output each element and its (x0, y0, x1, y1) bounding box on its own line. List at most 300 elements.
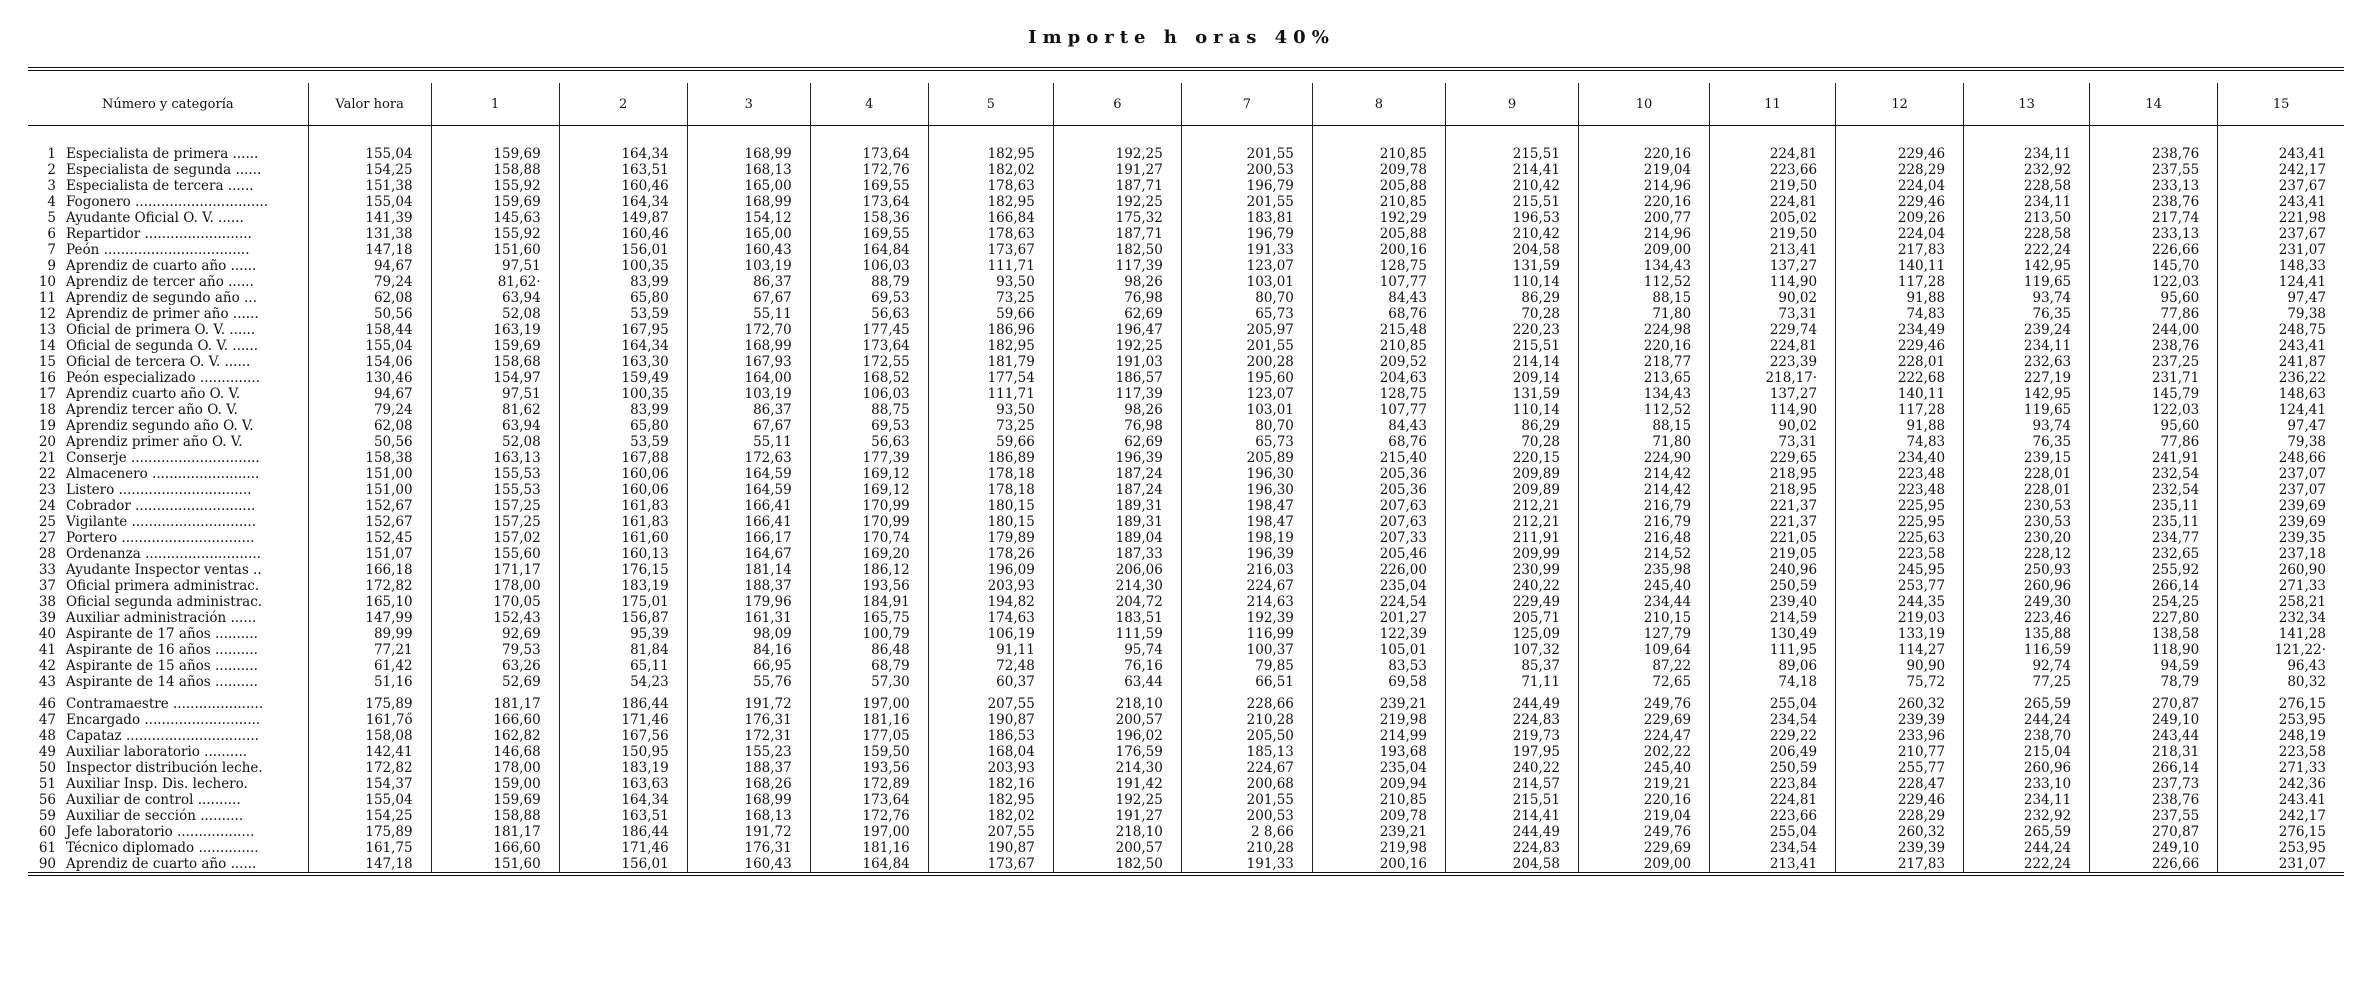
value-cell: 192,25 (1053, 146, 1181, 162)
value-cell: 226,00 (1312, 562, 1445, 578)
value-cell: 207,55 (928, 824, 1053, 840)
category-cell (28, 386, 308, 402)
value-cell: 222,68 (1836, 370, 1964, 386)
category-name: Especialista de primera ...... (66, 146, 259, 162)
value-cell: 98,09 (687, 626, 810, 642)
category-name: Conserje .............................. (66, 450, 260, 466)
value-cell: 249,10 (2090, 712, 2218, 728)
value-cell: 178,18 (928, 466, 1053, 482)
value-cell: 122,39 (1312, 626, 1445, 642)
row-number: 25 (38, 514, 56, 530)
value-cell: 225,95 (1836, 498, 1964, 514)
value-cell: 188,37 (687, 760, 810, 776)
column-header-6: 6 (1053, 83, 1181, 126)
value-cell: 90,02 (1710, 290, 1836, 306)
value-cell: 191,33 (1181, 856, 1312, 874)
row-number: 23 (38, 482, 56, 498)
value-cell: 164,59 (687, 466, 810, 482)
category-name: Portero ............................... (66, 530, 255, 546)
value-cell: 122,03 (2090, 274, 2218, 290)
value-cell: 219,50 (1710, 178, 1836, 194)
value-cell: 85,37 (1445, 658, 1578, 674)
value-cell: 215,51 (1445, 146, 1578, 162)
value-cell: 223,46 (1964, 610, 2090, 626)
value-cell: 173,67 (928, 242, 1053, 258)
value-cell: 181,14 (687, 562, 810, 578)
value-cell: 110,14 (1445, 402, 1578, 418)
value-cell: 253,95 (2218, 840, 2344, 856)
category-cell (28, 210, 308, 226)
value-cell: 248,75 (2218, 322, 2344, 338)
value-cell: 63,44 (1053, 674, 1181, 690)
value-cell: 207,63 (1312, 498, 1445, 514)
value-cell: 232,92 (1964, 808, 2090, 824)
category-cell (28, 696, 308, 712)
value-cell: 209,78 (1312, 808, 1445, 824)
table-row (28, 162, 2344, 178)
row-number: 28 (38, 546, 56, 562)
value-cell: 65,80 (559, 290, 687, 306)
value-cell: 52,69 (431, 674, 559, 690)
value-cell: 168,99 (687, 146, 810, 162)
row-number: 22 (38, 466, 56, 482)
value-cell: 158,88 (431, 162, 559, 178)
value-cell: 243,41 (2218, 338, 2344, 354)
value-cell: 239,21 (1312, 824, 1445, 840)
value-cell: 221,05 (1710, 530, 1836, 546)
value-cell: 168,13 (687, 808, 810, 824)
value-cell: 260,96 (1964, 760, 2090, 776)
value-cell: 125,09 (1445, 626, 1578, 642)
value-cell: 165,00 (687, 226, 810, 242)
value-cell: 193,68 (1312, 744, 1445, 760)
value-cell: 159,49 (559, 370, 687, 386)
value-cell: 95,60 (2090, 418, 2218, 434)
table-row (28, 674, 2344, 690)
value-cell: 237,55 (2090, 808, 2218, 824)
row-number: 14 (38, 338, 56, 354)
value-cell: 224,81 (1710, 792, 1836, 808)
category-cell (28, 530, 308, 546)
value-cell: 73,25 (928, 418, 1053, 434)
value-cell: 71,80 (1579, 306, 1710, 322)
value-cell: 205,36 (1312, 466, 1445, 482)
column-header-10: 10 (1579, 83, 1710, 126)
category-name: Especialista de segunda ...... (66, 162, 262, 178)
row-number: 18 (38, 402, 56, 418)
value-cell: 232,65 (2090, 546, 2218, 562)
value-cell: 209,94 (1312, 776, 1445, 792)
value-cell: 232,92 (1964, 162, 2090, 178)
value-cell: 215,04 (1964, 744, 2090, 760)
value-cell: 69,53 (810, 418, 928, 434)
value-cell: 210,85 (1312, 338, 1445, 354)
value-cell: 249,10 (2090, 840, 2218, 856)
value-cell: 192,25 (1053, 792, 1181, 808)
row-number: 20 (38, 434, 56, 450)
value-cell: 229,46 (1836, 338, 1964, 354)
category-name: Auxiliar de control .......... (66, 792, 241, 808)
spacer-row (28, 126, 2344, 147)
value-cell: 70,28 (1445, 306, 1578, 322)
value-cell: 96,43 (2218, 658, 2344, 674)
value-cell: 165,00 (687, 178, 810, 194)
value-cell: 224,54 (1312, 594, 1445, 610)
value-cell: 84,43 (1312, 418, 1445, 434)
value-cell: 56,63 (810, 306, 928, 322)
category-name: Técnico diplomado .............. (66, 840, 259, 856)
column-header-3: 3 (687, 83, 810, 126)
category-name: Aspirante de 16 años .......... (66, 642, 258, 658)
value-cell: 249,76 (1579, 696, 1710, 712)
row-number: 6 (47, 226, 56, 242)
value-cell: 228,01 (1964, 482, 2090, 498)
value-cell: 83,99 (559, 402, 687, 418)
category-cell (28, 242, 308, 258)
value-cell: 271,33 (2218, 760, 2344, 776)
value-cell: 67,67 (687, 418, 810, 434)
valor-hora-cell: 152,45 (308, 530, 431, 546)
value-cell: 243,41 (2218, 194, 2344, 210)
category-cell (28, 642, 308, 658)
value-cell: 196,30 (1181, 466, 1312, 482)
value-cell: 194,82 (928, 594, 1053, 610)
value-cell: 182,95 (928, 792, 1053, 808)
valor-hora-cell: 141,39 (308, 210, 431, 226)
value-cell: 187,24 (1053, 466, 1181, 482)
value-cell: 172,55 (810, 354, 928, 370)
valor-hora-cell: 151,00 (308, 466, 431, 482)
value-cell: 117,39 (1053, 386, 1181, 402)
value-cell: 237,07 (2218, 482, 2344, 498)
row-number: 4 (47, 194, 56, 210)
value-cell: 123,07 (1181, 258, 1312, 274)
category-name: Aspirante de 15 años .......... (66, 658, 258, 674)
value-cell: 200,68 (1181, 776, 1312, 792)
value-cell: 244,35 (1836, 594, 1964, 610)
value-cell: 240,96 (1710, 562, 1836, 578)
value-cell: 231,07 (2218, 242, 2344, 258)
value-cell: 167,56 (559, 728, 687, 744)
value-cell: 205,50 (1181, 728, 1312, 744)
value-cell: 97,51 (431, 386, 559, 402)
value-cell: 145,70 (2090, 258, 2218, 274)
value-cell: 76,35 (1964, 434, 2090, 450)
value-cell: 193,56 (810, 578, 928, 594)
valor-hora-cell: 175,89 (308, 696, 431, 712)
valor-hora-cell: 50,56 (308, 306, 431, 322)
value-cell: 92,69 (431, 626, 559, 642)
category-name: Aprendiz de tercer año ...... (66, 274, 254, 290)
value-cell: 209,14 (1445, 370, 1578, 386)
value-cell: 221,37 (1710, 498, 1836, 514)
value-cell: 239,40 (1710, 594, 1836, 610)
value-cell: 63,94 (431, 290, 559, 306)
value-cell: 248,19 (2218, 728, 2344, 744)
value-cell: 214,99 (1312, 728, 1445, 744)
value-cell: 65,73 (1181, 434, 1312, 450)
value-cell: 237,67 (2218, 226, 2344, 242)
value-cell: 177,54 (928, 370, 1053, 386)
value-cell: 100,79 (810, 626, 928, 642)
value-cell: 235,04 (1312, 578, 1445, 594)
value-cell: 160,06 (559, 482, 687, 498)
category-cell (28, 226, 308, 242)
value-cell: 177,05 (810, 728, 928, 744)
value-cell: 160,06 (559, 466, 687, 482)
category-cell (28, 792, 308, 808)
category-name: Aprendiz de cuarto año ...... (66, 856, 257, 872)
value-cell: 230,99 (1445, 562, 1578, 578)
value-cell: 236,22 (2218, 370, 2344, 386)
value-cell: 159,50 (810, 744, 928, 760)
value-cell: 63,26 (431, 658, 559, 674)
value-cell: 98,26 (1053, 274, 1181, 290)
value-cell: 116,99 (1181, 626, 1312, 642)
value-cell: 155,53 (431, 466, 559, 482)
value-cell: 197,00 (810, 696, 928, 712)
value-cell: 182,95 (928, 146, 1053, 162)
value-cell: 201,55 (1181, 146, 1312, 162)
value-cell: 214,14 (1445, 354, 1578, 370)
value-cell: 80,70 (1181, 418, 1312, 434)
value-cell: 253,77 (1836, 578, 1964, 594)
value-cell: 229,46 (1836, 792, 1964, 808)
value-cell: 164,84 (810, 242, 928, 258)
value-cell: 234,77 (2090, 530, 2218, 546)
value-cell: 107,77 (1312, 274, 1445, 290)
value-cell: 74,83 (1836, 306, 1964, 322)
value-cell: 214,41 (1445, 162, 1578, 178)
value-cell: 182,16 (928, 776, 1053, 792)
value-cell: 200,53 (1181, 808, 1312, 824)
value-cell: 66,95 (687, 658, 810, 674)
value-cell: 230,53 (1964, 498, 2090, 514)
valor-hora-cell: 50,56 (308, 434, 431, 450)
valor-hora-cell: 142,41 (308, 744, 431, 760)
value-cell: 93,50 (928, 402, 1053, 418)
value-cell: 234,44 (1579, 594, 1710, 610)
value-cell: 186,57 (1053, 370, 1181, 386)
table-row (28, 712, 2344, 728)
value-cell: 183,19 (559, 578, 687, 594)
value-cell: 57,30 (810, 674, 928, 690)
row-number: 56 (38, 792, 56, 808)
value-cell: 222,24 (1964, 856, 2090, 874)
value-cell: 169,12 (810, 466, 928, 482)
value-cell: 227,19 (1964, 370, 2090, 386)
value-cell: 224,83 (1445, 840, 1578, 856)
value-cell: 188,37 (687, 578, 810, 594)
value-cell: 74,83 (1836, 434, 1964, 450)
category-cell (28, 322, 308, 338)
value-cell: 205,88 (1312, 226, 1445, 242)
value-cell: 229,46 (1836, 194, 1964, 210)
category-name: Aprendiz tercer año O. V. (66, 402, 238, 418)
value-cell: 170,99 (810, 514, 928, 530)
value-cell: 127,79 (1579, 626, 1710, 642)
row-number: 1 (47, 146, 56, 162)
row-number: 5 (47, 210, 56, 226)
value-cell: 91,88 (1836, 418, 1964, 434)
value-cell: 131,59 (1445, 258, 1578, 274)
value-cell: 111,71 (928, 258, 1053, 274)
value-cell: 192,29 (1312, 210, 1445, 226)
table-row (28, 856, 2344, 874)
value-cell: 97,51 (431, 258, 559, 274)
row-number: 61 (38, 840, 56, 856)
row-number: 43 (38, 674, 56, 690)
value-cell: 220,15 (1445, 450, 1578, 466)
table-row (28, 370, 2344, 386)
value-cell: 62,69 (1053, 306, 1181, 322)
valor-hora-cell: 79,24 (308, 274, 431, 290)
value-cell: 229,22 (1710, 728, 1836, 744)
value-cell: 100,35 (559, 386, 687, 402)
category-cell (28, 402, 308, 418)
category-name: Aprendiz de segundo año ... (66, 290, 257, 306)
column-header-7: 7 (1181, 83, 1312, 126)
value-cell: 178,26 (928, 546, 1053, 562)
category-name: Oficial de segunda O. V. ...... (66, 338, 259, 354)
value-cell: 219,04 (1579, 808, 1710, 824)
value-cell: 172,63 (687, 450, 810, 466)
row-number: 42 (38, 658, 56, 674)
value-cell: 228,29 (1836, 808, 1964, 824)
value-cell: 249,30 (1964, 594, 2090, 610)
value-cell: 163,51 (559, 162, 687, 178)
value-cell: 209,89 (1445, 482, 1578, 498)
value-cell: 68,76 (1312, 306, 1445, 322)
value-cell: 244,00 (2090, 322, 2218, 338)
value-cell: 155,92 (431, 178, 559, 194)
value-cell: 200,16 (1312, 242, 1445, 258)
value-cell: 145,63 (431, 210, 559, 226)
value-cell: 52,08 (431, 434, 559, 450)
row-number: 16 (38, 370, 56, 386)
value-cell: 97,47 (2218, 418, 2344, 434)
category-cell (28, 434, 308, 450)
value-cell: 219,73 (1445, 728, 1578, 744)
value-cell: 214,41 (1445, 808, 1578, 824)
table-row (28, 402, 2344, 418)
value-cell: 220,16 (1579, 194, 1710, 210)
row-number: 2 (47, 162, 56, 178)
value-cell: 168,52 (810, 370, 928, 386)
value-cell: 176,31 (687, 712, 810, 728)
value-cell: 250,59 (1710, 578, 1836, 594)
value-cell: 83,53 (1312, 658, 1445, 674)
value-cell: 219,03 (1836, 610, 1964, 626)
row-number: 50 (38, 760, 56, 776)
category-name: Contramaestre ..................... (66, 696, 264, 712)
value-cell: 81,62· (431, 274, 559, 290)
table-row (28, 306, 2344, 322)
value-cell: 176,31 (687, 840, 810, 856)
value-cell: 158,36 (810, 210, 928, 226)
value-cell: 227,80 (2090, 610, 2218, 626)
value-cell: 228,01 (1836, 354, 1964, 370)
value-cell: 207,63 (1312, 514, 1445, 530)
value-cell: 200,16 (1312, 856, 1445, 874)
value-cell: 107,77 (1312, 402, 1445, 418)
value-cell: 201,55 (1181, 338, 1312, 354)
value-cell: 233,13 (2090, 226, 2218, 242)
value-cell: 205,46 (1312, 546, 1445, 562)
value-cell: 160,43 (687, 856, 810, 874)
valor-hora-cell: 131,38 (308, 226, 431, 242)
value-cell: 218,77 (1579, 354, 1710, 370)
category-cell (28, 450, 308, 466)
value-cell: 229,65 (1710, 450, 1836, 466)
value-cell: 100,37 (1181, 642, 1312, 658)
value-cell: 201,55 (1181, 792, 1312, 808)
value-cell: 178,00 (431, 578, 559, 594)
row-number: 9 (47, 258, 56, 274)
value-cell: 255,92 (2090, 562, 2218, 578)
value-cell: 253,95 (2218, 712, 2344, 728)
value-cell: 204,58 (1445, 242, 1578, 258)
value-cell: 244,49 (1445, 696, 1578, 712)
value-cell: 243,44 (2090, 728, 2218, 744)
value-cell: 75,72 (1836, 674, 1964, 690)
value-cell: 260,90 (2218, 562, 2344, 578)
value-cell: 201,27 (1312, 610, 1445, 626)
value-cell: 210,85 (1312, 792, 1445, 808)
category-name: Auxiliar administración ...... (66, 610, 257, 626)
category-name: Ayudante Oficial O. V. ...... (66, 210, 244, 226)
value-cell: 93,74 (1964, 418, 2090, 434)
column-header-11: 11 (1710, 83, 1836, 126)
value-cell: 228,58 (1964, 178, 2090, 194)
value-cell: 156,01 (559, 856, 687, 874)
category-cell (28, 514, 308, 530)
value-cell: 53,59 (559, 434, 687, 450)
category-name: Peón especializado .............. (66, 370, 260, 386)
column-header-12: 12 (1836, 83, 1964, 126)
value-cell: 224,81 (1710, 338, 1836, 354)
category-cell (28, 274, 308, 290)
value-cell: 204,63 (1312, 370, 1445, 386)
row-number: 10 (38, 274, 56, 290)
value-cell: 217,83 (1836, 242, 1964, 258)
value-cell: 255,04 (1710, 824, 1836, 840)
value-cell: 205,02 (1710, 210, 1836, 226)
value-cell: 186,44 (559, 696, 687, 712)
value-cell: 224,04 (1836, 226, 1964, 242)
value-cell: 241,91 (2090, 450, 2218, 466)
value-cell: 191,33 (1181, 242, 1312, 258)
valor-hora-cell: 51,16 (308, 674, 431, 690)
value-cell: 154,97 (431, 370, 559, 386)
value-cell: 142,95 (1964, 386, 2090, 402)
valor-hora-cell: 147,18 (308, 242, 431, 258)
value-cell: 84,16 (687, 642, 810, 658)
value-cell: 214,96 (1579, 226, 1710, 242)
valor-hora-cell: 61,42 (308, 658, 431, 674)
value-cell: 229,46 (1836, 146, 1964, 162)
value-cell: 239,39 (1836, 712, 1964, 728)
value-cell: 122,03 (2090, 402, 2218, 418)
value-cell: 191,72 (687, 696, 810, 712)
table-body (28, 126, 2344, 875)
value-cell: 223,66 (1710, 162, 1836, 178)
value-cell: 212,21 (1445, 514, 1578, 530)
value-cell: 238,76 (2090, 792, 2218, 808)
value-cell: 155,23 (687, 744, 810, 760)
value-cell: 200,57 (1053, 840, 1181, 856)
column-header-1: 1 (431, 83, 559, 126)
